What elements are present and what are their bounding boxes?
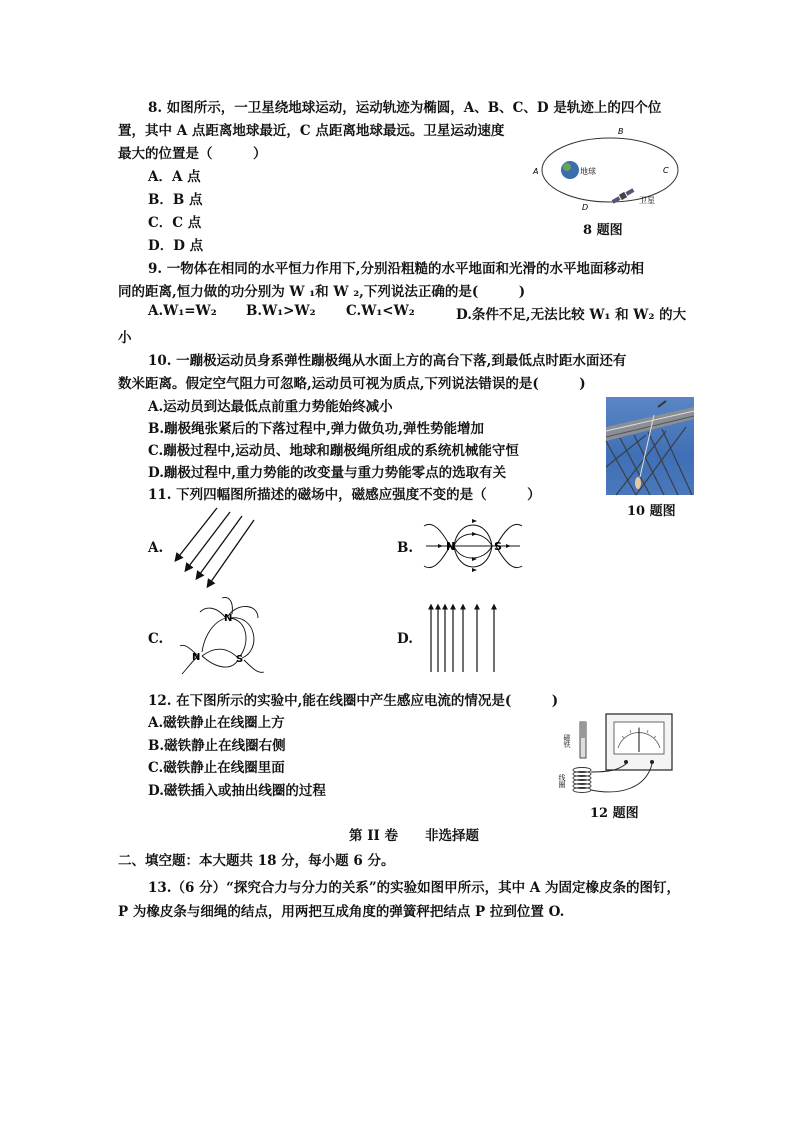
- q10-line2: 数米距离。假定空气阻力可忽略,运动员可视为质点,下列说法错误的是( ): [118, 376, 586, 392]
- orbit-label-c: C: [663, 166, 669, 175]
- coil: [573, 768, 591, 793]
- magnet-c-north-top: N: [224, 613, 233, 624]
- q9-option-d: D.条件不足,无法比较 W₁ 和 W₂ 的大: [456, 307, 687, 323]
- bungee-scene: [606, 397, 694, 495]
- q12-option-a: A.磁铁静止在线圈上方: [148, 715, 285, 731]
- q8-line3: 最大的位置是（ ）: [118, 146, 267, 162]
- orbit-label-b: B: [618, 127, 624, 136]
- q12-line1: 12. 在下图所示的实验中,能在线圈中产生感应电流的情况是( ): [148, 693, 559, 709]
- q12-figure-caption: 12 题图: [590, 806, 639, 821]
- q9-option-b: B.W₁>W₂: [246, 303, 316, 319]
- q8-line1: 8. 如图所示，一卫星绕地球运动，运动轨迹为椭圆，A、B、C、D 是轨迹上的四个位: [148, 100, 662, 116]
- satellite-label: 卫星: [639, 196, 655, 205]
- q10-option-a: A.运动员到达最低点前重力势能始终减小: [148, 399, 393, 415]
- q8-option-a: A．A 点: [148, 169, 201, 185]
- q9-option-c: C.W₁<W₂: [346, 303, 415, 319]
- magnet-c-south: S: [236, 654, 244, 665]
- q9-option-a: A.W₁=W₂: [148, 303, 217, 319]
- field-d-diagram: [425, 602, 509, 674]
- q11-option-a: A.: [148, 540, 164, 556]
- magnet-label: 磁铁: [563, 734, 571, 748]
- q12-option-c: C.磁铁静止在线圈里面: [148, 760, 285, 776]
- earth-land: [563, 163, 571, 171]
- coil-label: 线圈: [558, 774, 566, 788]
- q9-line2: 同的距离,恒力做的功分别为 W ₁和 W ₂,下列说法正确的是( ): [118, 284, 526, 300]
- q8-figure-caption: 8 题图: [583, 223, 623, 238]
- q9-option-d-wrap: 小: [118, 330, 132, 346]
- field-a-diagram: [172, 506, 262, 588]
- orbit-label-d: D: [582, 203, 589, 212]
- q10-option-c: C.蹦极过程中,运动员、地球和蹦极绳所组成的系统机械能守恒: [148, 443, 519, 459]
- q10-option-d: D.蹦极过程中,重力势能的改变量与重力势能零点的选取有关: [148, 465, 507, 481]
- q13-line1: 13.（6 分）“探究合力与分力的关系”的实验如图甲所示，其中 A 为固定橡皮条的图钉，: [148, 880, 680, 896]
- satellite-icon: [611, 187, 635, 204]
- orbit-label-a: A: [533, 167, 539, 176]
- bungee-jump-photo: [606, 397, 694, 495]
- q11-line1: 11. 下列四幅图所描述的磁场中，磁感应强度不变的是（ ）: [148, 487, 541, 503]
- field-c-diagram: [178, 594, 266, 682]
- q12-option-b: B.磁铁静止在线圈右侧: [148, 738, 286, 754]
- magnet-b-south: S: [494, 540, 502, 553]
- earth-icon: [561, 161, 579, 179]
- q11-option-d: D.: [397, 631, 413, 647]
- q12-option-d: D.磁铁插入或抽出线圈的过程: [148, 783, 326, 799]
- q8-option-c: C．C 点: [148, 215, 202, 231]
- q9-line1: 9. 一物体在相同的水平恒力作用下,分别沿粗糙的水平地面和光滑的水平地面移动相: [148, 261, 644, 277]
- q10-line1: 10. 一蹦极运动员身系弹性蹦极绳从水面上方的高台下落,到最低点时距水面还有: [148, 353, 627, 369]
- earth-label: 地球: [580, 167, 596, 176]
- q11-option-c: C.: [148, 631, 164, 647]
- fill-in-heading: 二、填空题：本大题共 18 分，每小题 6 分。: [118, 853, 395, 869]
- q13-line2: P 为橡皮条与细绳的结点，用两把互成角度的弹簧秤把结点 P 拉到位置 O.: [118, 904, 565, 920]
- q10-option-b: B.蹦极绳张紧后的下落过程中,弹力做负功,弹性势能增加: [148, 421, 485, 437]
- q10-figure-caption: 10 题图: [627, 504, 676, 519]
- satellite-orbit-figure: [525, 122, 695, 214]
- induction-experiment-figure: [560, 712, 676, 800]
- magnet-b-north: N: [446, 540, 456, 553]
- q11-option-b: B.: [397, 540, 414, 556]
- q8-option-b: B．B 点: [148, 192, 203, 208]
- q8-line2: 置，其中 A 点距离地球最近，C 点距离地球最远。卫星运动速度: [118, 123, 505, 139]
- section-title: 第 II 卷 非选择题: [349, 828, 480, 844]
- q8-option-d: D．D 点: [148, 238, 204, 254]
- magnet-c-north-left: N: [192, 652, 201, 663]
- field-b-diagram: [420, 512, 526, 578]
